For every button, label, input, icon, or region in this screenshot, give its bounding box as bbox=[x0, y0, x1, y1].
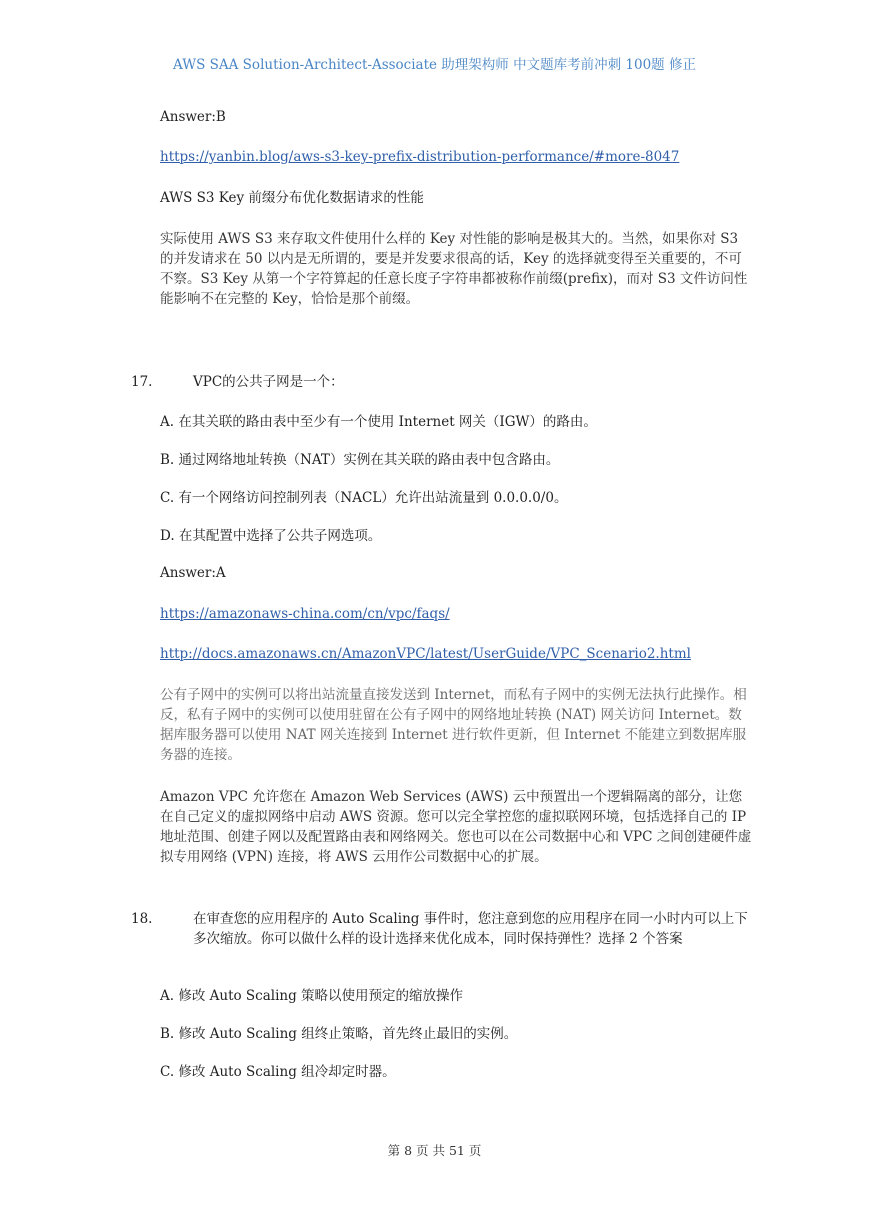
page-footer: 第 8 页 共 51 页 bbox=[387, 1143, 482, 1158]
q18-option-a: A. 修改 Auto Scaling 策略以使用预定的缩放操作 bbox=[160, 988, 464, 1004]
page-header: AWS SAA Solution-Architect-Associate 助理架构师 中文题库考前冲刺 100题 修正 bbox=[173, 57, 696, 73]
q18-option-c: C. 修改 Auto Scaling 组冷却定时器。 bbox=[160, 1064, 396, 1080]
q18-option-b: B. 修改 Auto Scaling 组终止策略，首先终止最旧的实例。 bbox=[160, 1026, 518, 1042]
q17-explanation-1: 公有子网中的实例可以将出站流量直接发送到 Internet，而私有子网中的实例无法执行此操作。相反，私有子网中的实例可以使用驻留在公有子网中的网络地址转换 (NAT) 网关访问 Internet。数据库服务器可以使用 NAT 网关连接到 Internet 进行软件更新，但 Internet 不能建立到数据库服务器的连接。 bbox=[160, 687, 747, 763]
prev-body: 实际使用 AWS S3 来存取文件使用什么样的 Key 对性能的影响是极其大的。当然，如果你对 S3 的并发请求在 50 以内是无所谓的，要是并发要求很高的话，Key 的选择就变得至关重要的，不可不察。S3 Key 从第一个字符算起的任意长度子字符串都被称作前缀(prefix)，而对 S3 文件访问性能影响不在完整的 Key，恰恰是那个前缀。 bbox=[160, 231, 748, 307]
q17-option-a: A. 在其关联的路由表中至少有一个使用 Internet 网关（IGW）的路由。 bbox=[160, 414, 597, 430]
prev-heading: AWS S3 Key 前缀分布优化数据请求的性能 bbox=[160, 190, 424, 206]
q17-answer: Answer:A bbox=[160, 565, 226, 581]
q17-option-d: D. 在其配置中选择了公共子网选项。 bbox=[160, 528, 382, 544]
q17-option-b: B. 通过网络地址转换（NAT）实例在其关联的路由表中包含路由。 bbox=[160, 452, 560, 468]
question-18-text: 在审查您的应用程序的 Auto Scaling 事件时，您注意到您的应用程序在同一小时内可以上下多次缩放。你可以做什么样的设计选择来优化成本，同时保持弹性？选择 2 个答案 bbox=[193, 911, 748, 947]
question-17-number: 17. bbox=[131, 374, 153, 390]
question-18-number: 18. bbox=[131, 911, 153, 927]
q17-faq-link[interactable]: https://amazonaws-china.com/cn/vpc/faqs/ bbox=[160, 606, 450, 622]
prev-reference-link[interactable]: https://yanbin.blog/aws-s3-key-prefix-distribution-performance/#more-8047 bbox=[160, 149, 680, 165]
question-17-text: VPC的公共子网是一个： bbox=[193, 374, 344, 390]
q17-explanation-2: Amazon VPC 允许您在 Amazon Web Services (AWS) 云中预置出一个逻辑隔离的部分，让您在自己定义的虚拟网络中启动 AWS 资源。您可以完全掌控您的虚拟联网环境，包括选择自己的 IP 地址范围、创建子网以及配置路由表和网络网关。您也可以在公司数据中心和 VPC 之间创建硬件虚拟专用网络 (VPN) 连接，将 AWS 云用作公司数据中心的扩展。 bbox=[160, 789, 752, 865]
q17-option-c: C. 有一个网络访问控制列表（NACL）允许出站流量到 0.0.0.0/0。 bbox=[160, 490, 568, 506]
q17-docs-link[interactable]: http://docs.amazonaws.cn/AmazonVPC/latest/UserGuide/VPC_Scenario2.html bbox=[160, 646, 691, 662]
prev-answer: Answer:B bbox=[160, 109, 226, 125]
